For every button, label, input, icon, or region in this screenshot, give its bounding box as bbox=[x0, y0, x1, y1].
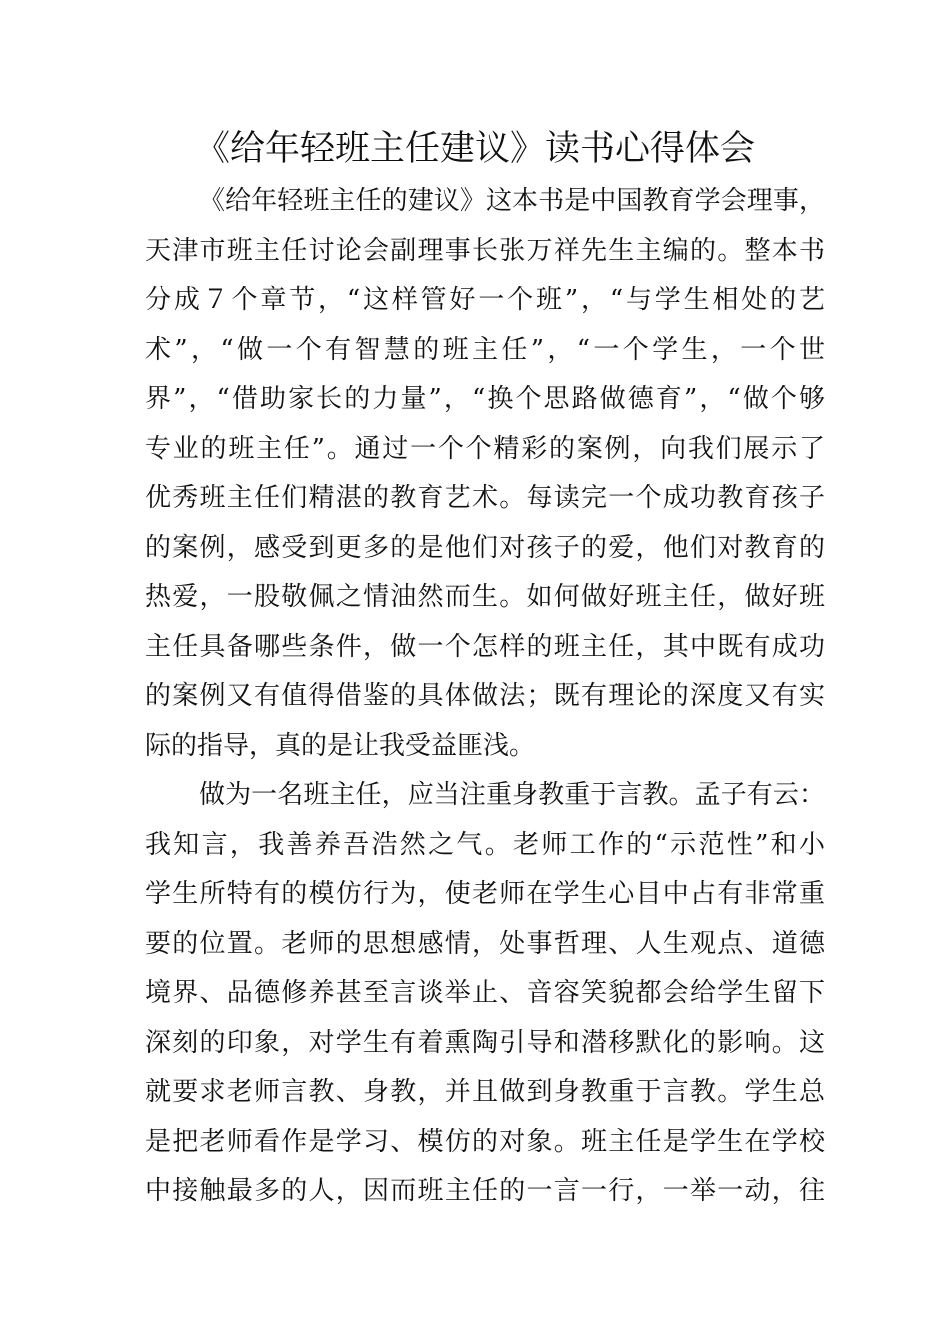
text-line: 深刻的印象，对学生有着熏陶引导和潜移默化的影响。这 bbox=[145, 1027, 825, 1058]
text-line: 《给年轻班主任的建议》这本书是中国教育学会理事， bbox=[199, 186, 825, 216]
text-line: 要的位置。老师的思想感情，处事哲理、人生观点、道德 bbox=[145, 928, 825, 959]
paragraph-1 bbox=[145, 177, 825, 771]
text-line: 就要求老师言教、身教，并且做到身教重于言教。学生总 bbox=[145, 1077, 825, 1107]
text-line: 主任具备哪些条件，做一个怎样的班主任，其中既有成功 bbox=[145, 631, 825, 662]
text-line: 天津市班主任讨论会副理事长张万祥先生主编的。整本书 bbox=[145, 235, 825, 266]
text-line: 是把老师看作是学习、模仿的对象。班主任是学生在学校 bbox=[145, 1126, 825, 1157]
text-line: 的案例，感受到更多的是他们对孩子的爱，他们对教育的 bbox=[145, 532, 825, 563]
text-line: 学生所特有的模仿行为，使老师在学生心目中占有非常重 bbox=[145, 879, 825, 909]
paragraph-2 bbox=[145, 771, 825, 1217]
text-line: 优秀班主任们精湛的教育艺术。每读完一个成功教育孩子 bbox=[145, 483, 825, 513]
text-line: 热爱，一股敬佩之情油然而生。如何做好班主任，做好班 bbox=[145, 582, 825, 612]
text-line: 专业的班主任”。通过一个个精彩的案例，向我们展示了 bbox=[145, 433, 825, 464]
document-title: 《给年轻班主任建议》读书心得体会 bbox=[194, 129, 755, 169]
text-line: 际的指导，真的是让我受益匪浅。 bbox=[145, 730, 536, 761]
text-line: 分成７个章节，“这样管好一个班”，“与学生相处的艺 bbox=[145, 285, 825, 315]
text-line: 我知言，我善养吾浩然之气。老师工作的“示范性”和小 bbox=[145, 829, 825, 860]
text-line: 中接触最多的人，因而班主任的一言一行，一举一动，往 bbox=[145, 1176, 825, 1206]
text-line: 界”，“借助家长的力量”，“换个思路做德育”，“做个够 bbox=[145, 384, 825, 414]
document-body bbox=[145, 177, 825, 1217]
text-line: 的案例又有值得借鉴的具体做法；既有理论的深度又有实 bbox=[145, 681, 825, 711]
text-line: 术”，“做一个有智慧的班主任”，“一个学生，一个世 bbox=[145, 334, 825, 365]
text-line: 境界、品德修养甚至言谈举止、音容笑貌都会给学生留下 bbox=[145, 978, 825, 1008]
text-line: 做为一名班主任，应当注重身教重于言教。孟子有云： bbox=[199, 780, 825, 810]
